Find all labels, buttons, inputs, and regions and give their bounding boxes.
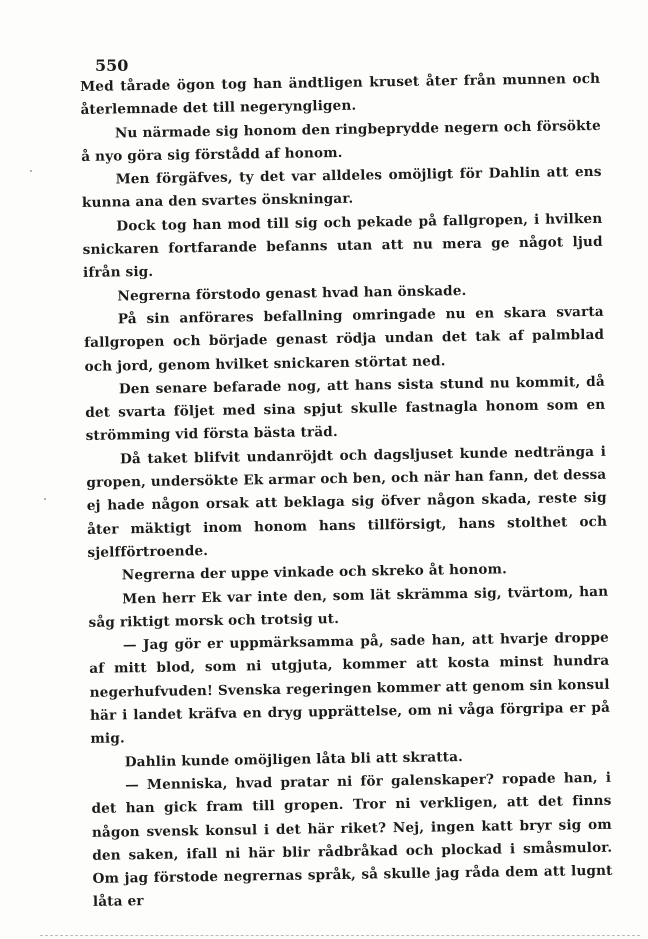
- paragraph: Dock tog han mod till sig och pekade på fallgropen, i hvilken snickaren fortfarande befanns utan att nu mera ge något ljud ifrån sig.: [82, 210, 603, 282]
- paragraph: Negrerna der uppe vinkade och skreko åt honom.: [121, 561, 508, 584]
- paragraph: Nu närmade sig honom den ringbeprydde negern och försökte å nyo göra sig förstådd af honom.: [81, 117, 601, 165]
- paragraph: Då taket blifvit undanröjdt och dagsljuset kunde nedtränga i gropen, undersökte Ek armar och ben, och när han fann, det dessa ej hade någon orsak att beklaga sig öfver någon skada, reste sig åter mäktigt inom honom hans tillförsigt, hans stolthet och sjelfförtroende.: [86, 443, 608, 561]
- paragraph: Negrerna förstodo genast hvad han önskade.: [117, 282, 467, 305]
- paper-speck: [30, 170, 32, 172]
- body-text: [80, 68, 613, 915]
- paragraph: Men herr Ek var inte den, som lät skrämma sig, tvärtom, han såg riktigt morsk och trotsig ut.: [88, 583, 609, 631]
- paper-speck: [44, 498, 46, 500]
- paragraph: Den senare befarade nog, att hans sista stund nu kommit, då det svarta följet med sina spjut skulle fastnagla honom som en strömming vid första bästa träd.: [85, 373, 606, 445]
- paragraph: — Menniska, hvad pratar ni för galenskaper? ropade han, i det han gick fram till gropen. Tror ni verkligen, att det finns någon svensk konsul i det här riket? Nej, ingen katt bryr sig om den saken, ifall ni här blir rådbråkad och plockad i småsmulor. Om jag förstode negrernas språk, så skulle jag råda dem att lugnt låta er: [91, 769, 613, 911]
- paragraph: — Jag gör er uppmärksamma på, sade han, att hvarje droppe af mitt blod, som ni utgjuta, kommer att kosta minst hundra negerhufvuden! Svenska regeringen kommer att genom sin konsul här i landet kräfva en dryg upprättelse, om ni våga förgripa er på mig.: [89, 629, 611, 748]
- paragraph: Med tårade ögon tog han ändtligen kruset åter från munnen och återlemnade det till negeryngligen.: [80, 70, 601, 119]
- page-number: 550: [95, 56, 129, 75]
- paragraph: Men förgäfves, ty det var alldeles omöjligt för Dahlin att ens kunna ana den svartes önskningar.: [81, 164, 602, 212]
- bottom-edge-rule: [40, 935, 640, 936]
- paragraph: På sin anförares befallning omringade nu en skara svarta fallgropen och började genast rödja undan det tak af palmblad och jord, genom hvilket snickaren störtat ned.: [84, 303, 605, 375]
- paragraph: Dahlin kunde omöjligen låta bli att skratta.: [124, 748, 464, 770]
